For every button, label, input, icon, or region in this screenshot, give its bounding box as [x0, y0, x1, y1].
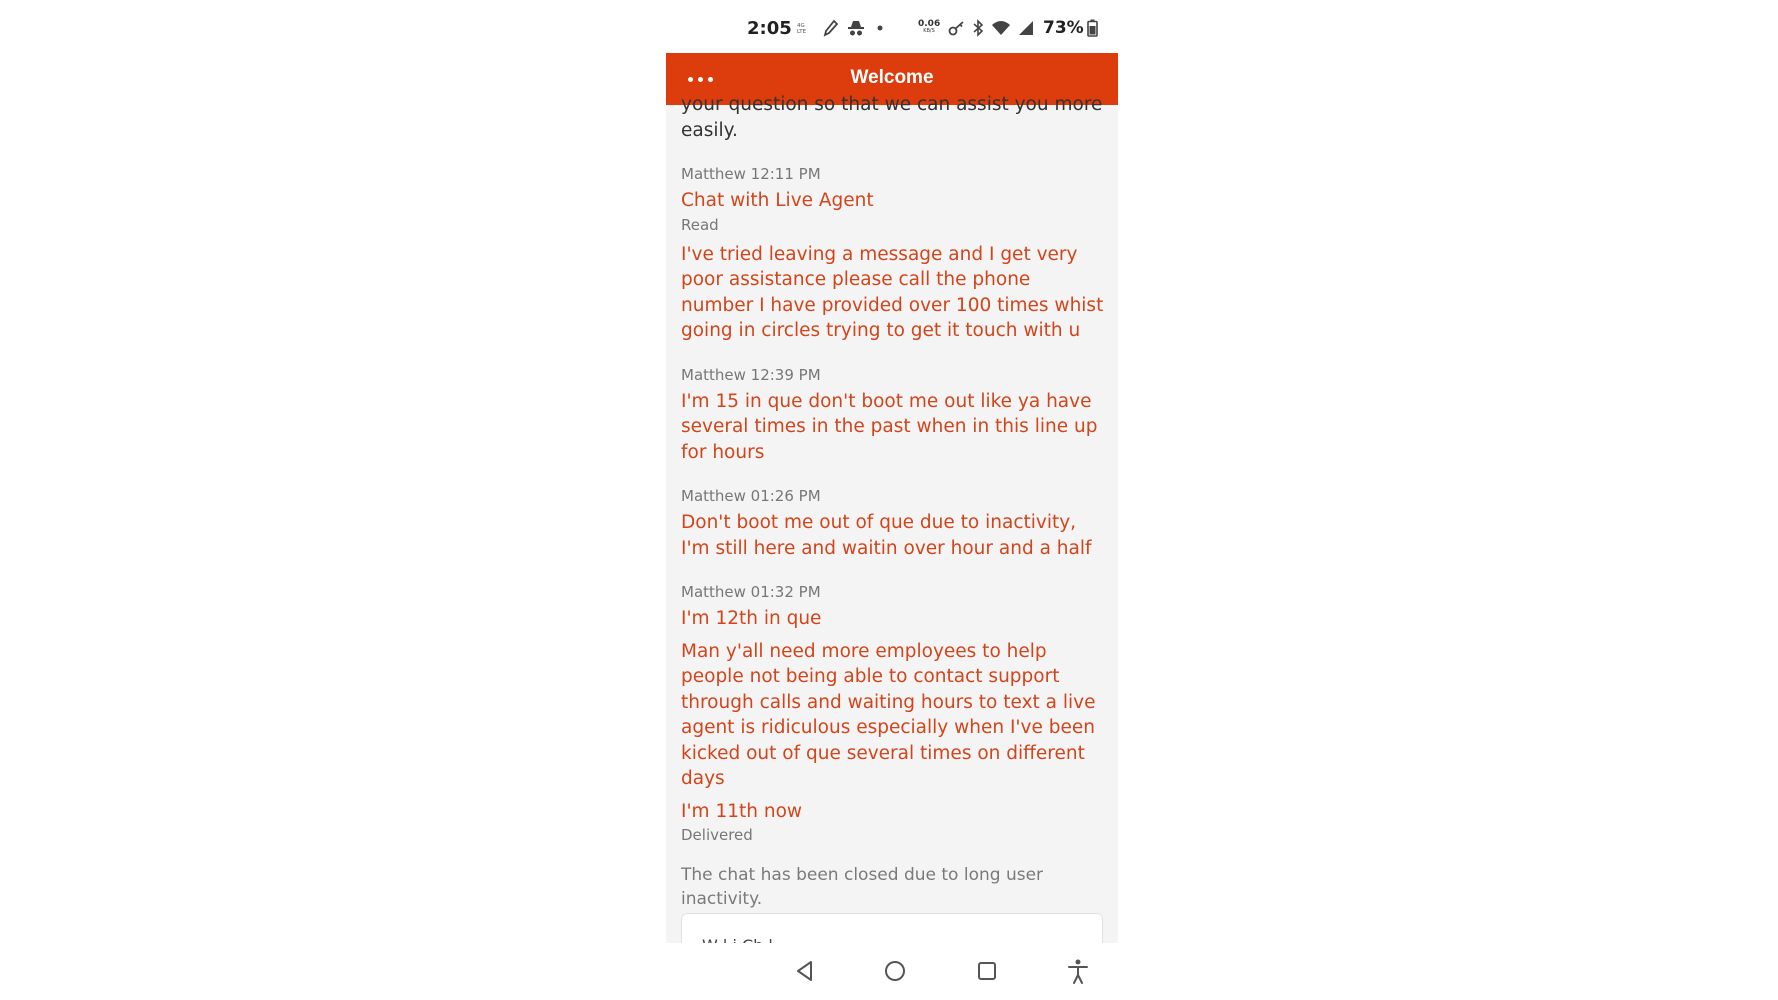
message-status: Read: [681, 215, 719, 234]
bot-message-cutoff: your question so that we can assist you more easily.: [681, 94, 1103, 141]
accessibility-icon[interactable]: [1064, 957, 1092, 985]
message-status: Delivered: [681, 826, 753, 844]
chat-transcript[interactable]: [666, 94, 1118, 943]
vpn-key-icon: [947, 17, 967, 39]
incognito-icon: [846, 17, 866, 39]
user-message: I'm 15 in que don't boot me out like ya have several times in the past when in this line up for hours: [681, 390, 1098, 463]
svg-text:LTE: LTE: [797, 29, 807, 35]
message-meta: Matthew 12:11 PM: [681, 165, 821, 183]
data-speed-icon: [796, 17, 816, 39]
pen-icon: [822, 17, 840, 39]
home-icon[interactable]: [881, 957, 909, 985]
svg-text:4G: 4G: [797, 23, 805, 29]
page-title: Welcome: [850, 67, 934, 88]
bluetooth-icon: [971, 17, 985, 39]
signal-icon: [1016, 17, 1036, 39]
user-message: Man y'all need more employees to help people not being able to contact support through calls and waiting hours to text a live agent is ridiculous especially when I've been kicked out of que several times on different days: [681, 640, 1096, 789]
recents-icon[interactable]: [973, 957, 1001, 985]
network-speed: 0.06 KB/S: [918, 19, 941, 34]
status-time: 2:05: [747, 18, 792, 39]
message-meta: Matthew 01:32 PM: [681, 583, 821, 601]
user-message: Chat with Live Agent: [681, 190, 874, 211]
chat-message-list: [681, 92, 1106, 911]
battery-icon: [1086, 17, 1098, 39]
user-message: Don't boot me out of que due to inactivity, I'm still here and waitin over hour and a half: [681, 512, 1092, 559]
back-icon[interactable]: [791, 957, 819, 985]
dot-icon: [876, 17, 884, 39]
system-message: The chat has been closed due to long user inactivity.: [681, 865, 1044, 909]
user-message: I've tried leaving a message and I get very poor assistance please call the phone number I have provided over 100 times whist going in circles trying to get it touch with u: [681, 243, 1104, 341]
phone-screen: [666, 0, 1118, 1000]
message-meta: Matthew 12:39 PM: [681, 365, 821, 384]
battery-percent: 73%: [1043, 18, 1084, 38]
wifi-icon: [990, 17, 1012, 39]
navigation-bar: [666, 943, 1118, 1000]
status-bar: [666, 0, 1118, 53]
message-meta: Matthew 01:26 PM: [681, 487, 821, 505]
user-message: I'm 12th in que: [681, 608, 822, 629]
user-message: I'm 11th now: [681, 800, 803, 822]
